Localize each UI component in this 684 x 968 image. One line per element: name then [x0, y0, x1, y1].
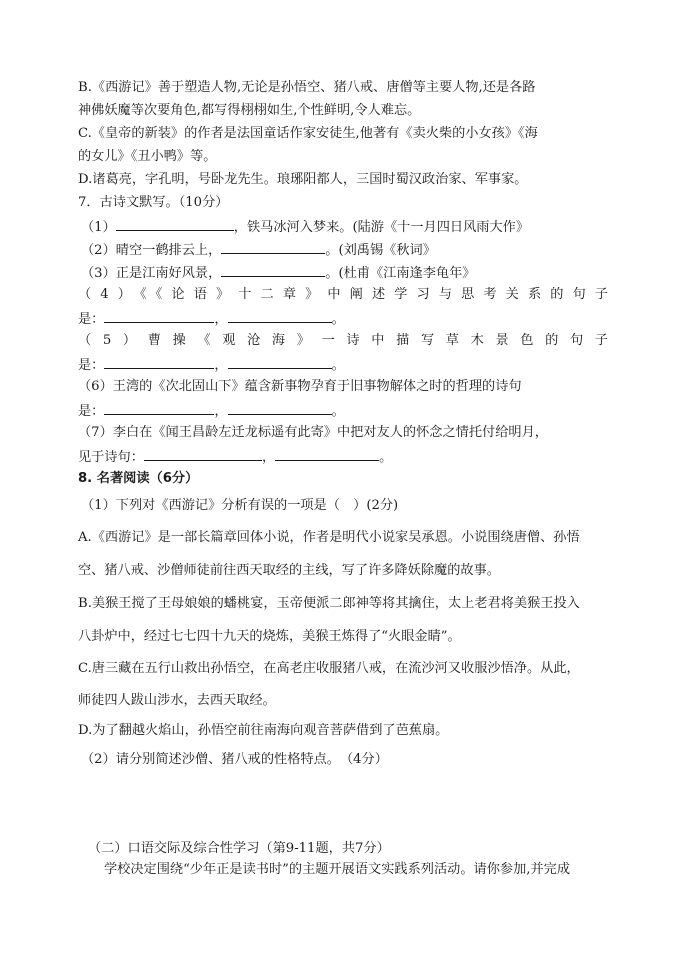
q8-option-b-line2: 八卦炉中，经过七七四十九天的烧炼，美猴王炼得了“火眼金睛”。 — [78, 629, 461, 644]
q7-item3-blank[interactable] — [221, 263, 325, 277]
q7-item4-blank-1[interactable] — [104, 309, 214, 323]
q8-option-b-line1: B.美猴王搅了王母娘娘的蟠桃宴，玉帝便派二郎神等将其擒住，太上老君将美猴王投入 — [78, 596, 580, 611]
q7-item6-blank-1[interactable] — [104, 401, 214, 415]
q7-item3 — [81, 263, 475, 283]
option-d-line: D.诸葛亮，字孔明，号卧龙先生。琅琊阳都人，三国时蜀汉政治家、军事家。 — [78, 172, 528, 187]
q8-sub1: （1）下列对《西游记》分析有误的一项是（ ）(2分) — [81, 498, 399, 513]
q7-item6-line2 — [78, 401, 345, 421]
q7-item6-prefix: 是： — [78, 404, 105, 419]
option-b-line1: B.《西游记》善于塑造人物,无论是孙悟空、猪八戒、唐僧等主要人物,还是各路 — [78, 80, 536, 95]
q7-title: 7．古诗文默写。（10分） — [78, 195, 229, 210]
q7-item3-prefix: （3）正是江南好风景， — [81, 266, 222, 281]
q8-option-a-line2: 空、猪八戒、沙僧师徒前往西天取经的主线，写了许多降妖除魔的故事。 — [78, 563, 500, 578]
q7-item5-blank-2[interactable] — [228, 355, 332, 369]
q7-item1-blank[interactable] — [116, 217, 234, 231]
section2-title: （二）口语交际及综合性学习（第9-11题，共7分） — [88, 841, 390, 856]
option-c-line2: 的女儿》《丑小鸭》等。 — [78, 149, 217, 164]
section2-intro: 学校决定围绕“少年正是读书时”的主题开展语文实践系列活动。请你参加,并完成 — [104, 862, 571, 877]
q8-title: 8. 名著阅读（6分） — [78, 471, 199, 486]
q7-item5-comma: ， — [214, 358, 228, 373]
q7-item7-line2 — [78, 447, 392, 467]
q7-item6-blank-2[interactable] — [228, 401, 332, 415]
q7-item4-prefix: 是： — [78, 312, 105, 327]
q7-item5-period: 。 — [331, 358, 345, 373]
q7-item5-line2 — [78, 355, 345, 375]
q7-item2-prefix: （2）晴空一鹤排云上， — [81, 243, 222, 258]
q7-item5-blank-1[interactable] — [104, 355, 214, 369]
q7-item4-blank-2[interactable] — [228, 309, 332, 323]
q7-item6-comma: ， — [214, 404, 228, 419]
q7-item4-period: 。 — [331, 312, 345, 327]
q7-item1 — [81, 217, 529, 237]
q7-item7-blank-1[interactable] — [144, 447, 262, 461]
q7-item2 — [81, 240, 436, 260]
q7-item7-comma: ， — [261, 450, 276, 465]
q7-item7-line1: （7）李白在《闻王昌龄左迁龙标遥有此寄》中把对友人的怀念之情托付给明月， — [78, 425, 548, 440]
q7-item7-blank-2[interactable] — [275, 447, 379, 461]
q7-item7-prefix: 见于诗句： — [78, 450, 144, 465]
q8-option-d-line: D.为了翻越火焰山，孙悟空前往南海向观音菩萨借到了芭蕉扇。 — [78, 723, 449, 738]
q8-option-a-line1: A.《西游记》是一部长篇章回体小说，作者是明代小说家吴承恩。小说围绕唐僧、孙悟 — [78, 530, 580, 545]
q7-item4-line2 — [78, 309, 345, 329]
option-b-line2: 神佛妖魔等次要角色,都写得栩栩如生,个性鲜明,令人难忘。 — [78, 103, 421, 118]
q7-item2-suffix: 。(刘禹锡《秋词》 — [325, 243, 436, 258]
q7-item3-suffix: 。(杜甫《江南逢李龟年》 — [325, 266, 476, 281]
q7-item7-period: 。 — [379, 450, 393, 465]
q7-item1-prefix: （1） — [81, 220, 116, 235]
q7-item6-line1: （6）王湾的《次北固山下》蕴含新事物孕育于旧事物解体之时的哲理的诗句 — [78, 379, 522, 394]
option-c-line1: C.《皇帝的新装》的作者是法国童话作家安徒生,他著有《卖火柴的小女孩》《海 — [78, 126, 538, 141]
q8-sub2: （2）请分别简述沙僧、猪八戒的性格特点。 （4分） — [81, 752, 388, 767]
q7-item1-suffix: ，铁马冰河入梦来。(陆游《十一月四日风雨大作》 — [233, 220, 530, 235]
q7-item5-prefix: 是： — [78, 358, 105, 373]
q8-option-c-line1: C.唐三藏在五行山救出孙悟空，在高老庄收服猪八戒，在流沙河又收服沙悟净。从此， — [78, 661, 580, 676]
q7-item2-blank[interactable] — [221, 240, 325, 254]
q7-item4-comma: ， — [214, 312, 228, 327]
q7-item4-line1: （4）《《论语》十二章》中阐述学习与思考关系的句子 — [78, 287, 608, 302]
q7-item6-period: 。 — [331, 404, 345, 419]
q7-item5-line1: （5）曹操《观沧海》一诗中描写草木景色的句子 — [78, 333, 608, 348]
q8-option-c-line2: 师徒四人跋山涉水，去西天取经。 — [78, 693, 276, 708]
